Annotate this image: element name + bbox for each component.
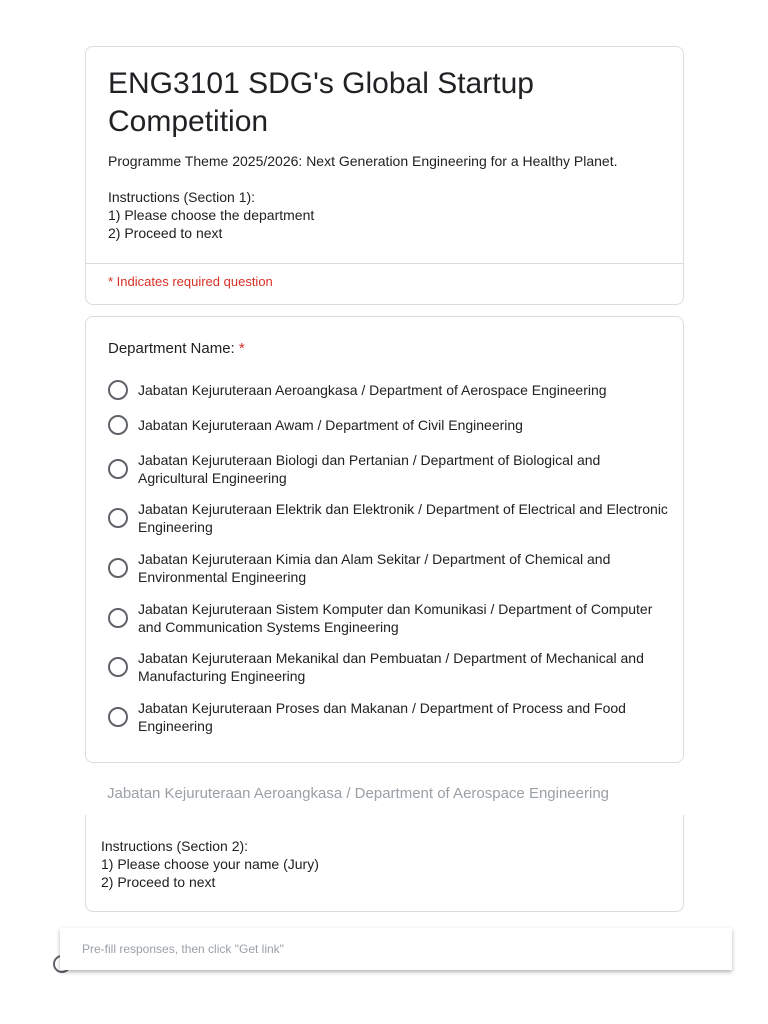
option-label: Jabatan Kejuruteraan Awam / Department of Civil Engineering (138, 417, 523, 433)
prefill-hint: Pre-fill responses, then click "Get link" (82, 942, 284, 956)
section-2-title: Jabatan Kejuruteraan Aeroangkasa / Department of Aerospace Engineering (107, 785, 610, 802)
option-label: Jabatan Kejuruteraan Biologi dan Pertanian / Department of Biological and Agricultural Engineering (138, 452, 601, 486)
question-label: Department Name: (108, 340, 235, 357)
option-label: Jabatan Kejuruteraan Elektrik dan Elektronik / Department of Electrical and Electronic Engineering (138, 501, 668, 535)
option-label: Jabatan Kejuruteraan Aeroangkasa / Department of Aerospace Engineering (138, 382, 607, 398)
required-question-note: * Indicates required question (108, 274, 273, 289)
department-option-aerospace[interactable] (108, 380, 668, 400)
department-option-computer-communication[interactable] (108, 600, 668, 636)
prefill-banner (60, 928, 732, 970)
department-option-mechanical-manufacturing[interactable] (108, 649, 668, 685)
radio-button[interactable] (108, 657, 128, 677)
department-option-process-food[interactable] (108, 699, 668, 735)
radio-button[interactable] (108, 459, 128, 479)
radio-button[interactable] (108, 508, 128, 528)
department-option-electrical-electronic[interactable] (108, 500, 668, 536)
option-label: Jabatan Kejuruteraan Proses dan Makanan / Department of Process and Food Engineering (138, 700, 626, 734)
required-asterisk: * (238, 340, 245, 357)
radio-button[interactable] (108, 707, 128, 727)
radio-button[interactable] (108, 415, 128, 435)
department-question-card (85, 316, 684, 763)
department-option-chemical-environmental[interactable] (108, 550, 668, 586)
radio-button[interactable] (108, 608, 128, 628)
option-label: Jabatan Kejuruteraan Mekanikal dan Pembuatan / Department of Mechanical and Manufacturing Engineering (138, 650, 644, 684)
form-description: Programme Theme 2025/2026: Next Generation Engineering for a Healthy Planet. Instructions (Section 1): 1) Please choose the department 2) Proceed to next (108, 153, 618, 241)
department-option-biological-agricultural[interactable] (108, 451, 668, 487)
question-title (108, 340, 245, 357)
department-option-civil[interactable] (108, 415, 668, 435)
form-title: ENG3101 SDG's Global Startup Competition (108, 67, 534, 138)
header-divider (86, 263, 683, 264)
option-label: Jabatan Kejuruteraan Kimia dan Alam Sekitar / Department of Chemical and Environmental Engineering (138, 551, 611, 585)
radio-button[interactable] (108, 380, 128, 400)
section-2-card (85, 815, 684, 912)
form-header-card (85, 46, 684, 305)
section-2-description: Instructions (Section 2): 1) Please choose your name (Jury) 2) Proceed to next (101, 838, 319, 890)
radio-button[interactable] (108, 558, 128, 578)
option-label: Jabatan Kejuruteraan Sistem Komputer dan Komunikasi / Department of Computer and Communication Systems Engineering (138, 601, 653, 635)
